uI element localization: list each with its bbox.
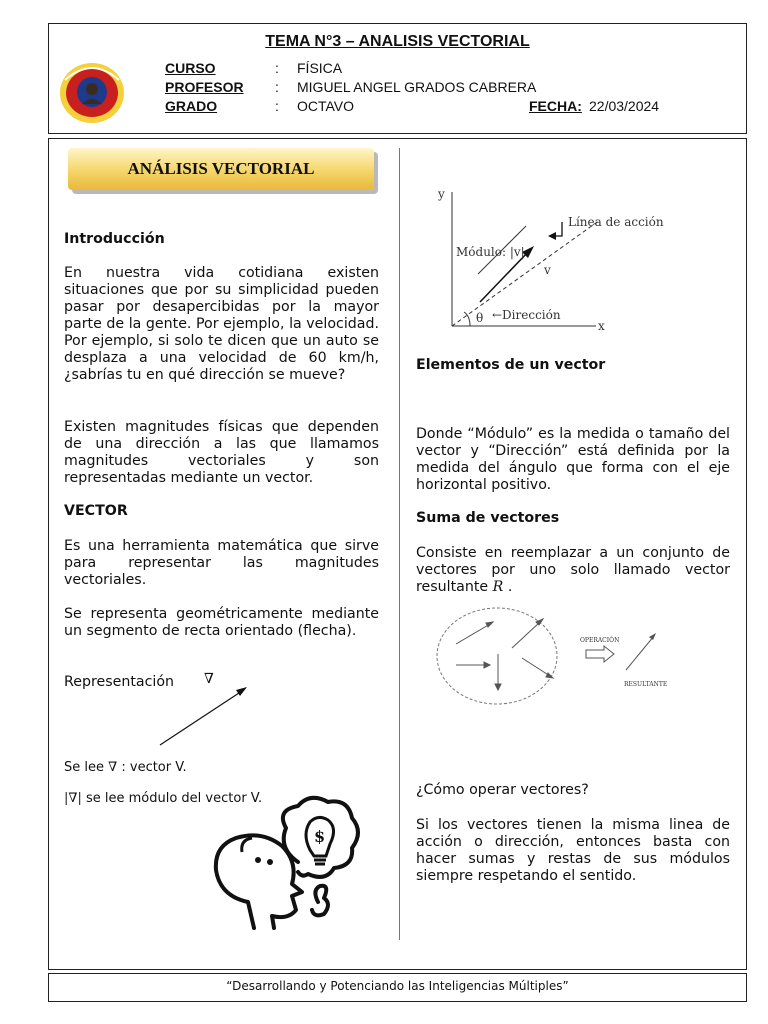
- representation-label: Representación: [64, 674, 174, 690]
- modulus-label: Módulo: |v|: [456, 245, 525, 259]
- svg-text:$: $: [314, 827, 326, 846]
- vector-v-label: v: [544, 263, 551, 277]
- column-divider: [399, 148, 400, 940]
- date-label: FECHA:: [529, 98, 582, 114]
- intro-heading: Introducción: [64, 231, 165, 247]
- y-axis-label: y: [438, 187, 445, 201]
- vector-sum-diagram: [430, 604, 690, 714]
- header-box: [48, 23, 747, 134]
- operate-question: ¿Cómo operar vectores?: [416, 782, 589, 798]
- course-label: CURSO: [165, 60, 216, 76]
- grade-label: GRADO: [165, 98, 218, 114]
- vector-paragraph-1: Es una herramienta matemática que sirve para representar las magnitudes vectoriales.: [64, 538, 379, 588]
- modulus-text: se lee módulo del vector V.: [85, 791, 263, 806]
- grade-value: OCTAVO: [297, 98, 355, 114]
- teacher-label: PROFESOR: [165, 79, 244, 95]
- reads-vector-symbol: ∇: [108, 760, 118, 775]
- operate-paragraph: Si los vectores tienen la misma linea de acción o dirección, entonces basta con hacer sumas y restas de sus módulos siempre respetando el sentido.: [416, 817, 730, 884]
- intro-paragraph-2: Existen magnitudes físicas que dependen de una dirección a las que llamamos magnitudes vectoriales y son representadas mediante un vector.: [64, 419, 379, 486]
- resultant-label: RESULTANTE: [624, 681, 668, 688]
- sum-paragraph-text: Consiste en reemplazar a un conjunto de vectores por uno solo llamado vector resultante: [416, 545, 730, 595]
- operation-label: OPERACIÓN: [580, 637, 620, 644]
- date-value: 22/03/2024: [589, 98, 660, 114]
- section-banner: ANÁLISIS VECTORIAL: [68, 148, 374, 190]
- vector-elements-diagram: [430, 180, 700, 340]
- vector-arrow: [150, 682, 260, 752]
- resultant-symbol: R: [492, 579, 504, 595]
- vector-paragraph-2: Se representa geométricamente mediante un segmento de recta orientado (flecha).: [64, 606, 379, 639]
- reads-prefix: Se lee: [64, 760, 104, 775]
- elements-paragraph: Donde “Módulo” es la medida o tamaño del vector y “Dirección” está definida por la medida del ángulo que forma con el eje horizontal positivo.: [416, 426, 730, 493]
- course-colon: :: [275, 60, 279, 76]
- elements-heading: Elementos de un vector: [416, 357, 606, 373]
- vector-symbol: ∇: [204, 671, 214, 687]
- sum-paragraph: Consiste en reemplazar a un conjunto de vectores por uno solo llamado vector resultante R .: [416, 545, 730, 595]
- grade-colon: :: [275, 98, 279, 114]
- intro-paragraph-1: En nuestra vida cotidiana existen situaciones que por su simplicidad pueden pasar por desapercibidas por la mayor parte de la gente. Por ejemplo, la velocidad. Por ejemplo, si solo te dicen que un auto se desplaza a una velocidad de 60 km/h, ¿sabrías tu en qué dirección se mueve?: [64, 265, 379, 383]
- action-line-label: Línea de acción: [568, 215, 664, 229]
- sum-heading: Suma de vectores: [416, 510, 560, 526]
- x-axis-label: x: [598, 319, 605, 333]
- footer-box: [48, 973, 747, 1002]
- teacher-value: MIGUEL ANGEL GRADOS CABRERA: [297, 79, 537, 95]
- modulus-symbol: |∇|: [64, 791, 82, 806]
- thinking-head-illustration: [206, 792, 366, 932]
- direction-label: ←Dirección: [492, 308, 561, 322]
- vector-heading: VECTOR: [64, 503, 128, 519]
- reads-suffix: : vector V.: [121, 760, 187, 775]
- footer-motto: “Desarrollando y Potenciando las Inteligencias Múltiples”: [226, 979, 569, 993]
- course-value: FÍSICA: [297, 60, 343, 76]
- theta-label: θ: [476, 311, 484, 325]
- reads-line: [64, 760, 187, 775]
- teacher-colon: :: [275, 79, 279, 95]
- document-title: TEMA N°3 – ANALISIS VECTORIAL: [265, 33, 530, 50]
- school-logo: [57, 60, 127, 126]
